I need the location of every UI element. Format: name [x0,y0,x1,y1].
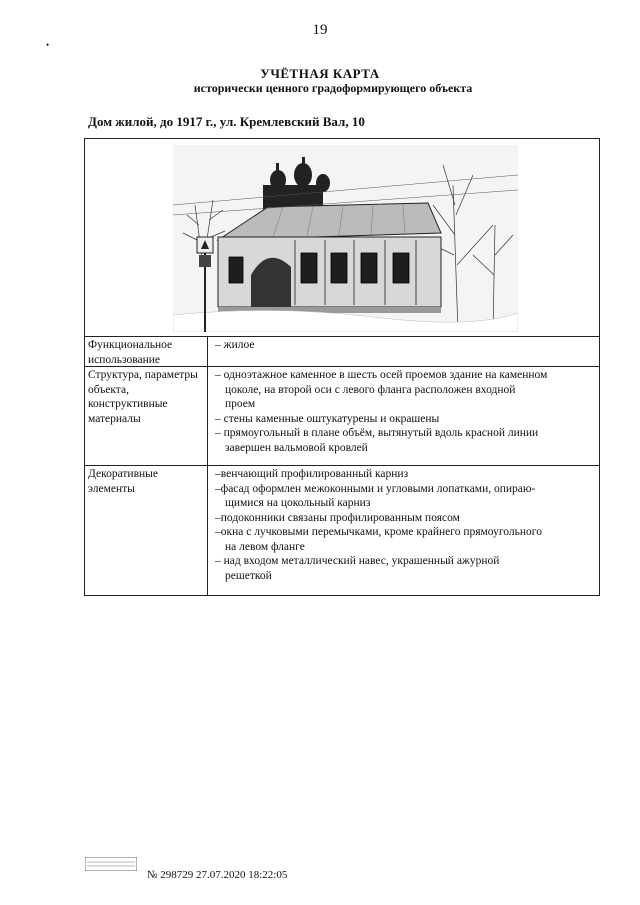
list-item: – жилое [215,339,255,351]
row-label: Функциональное использование [88,339,173,366]
card-title: УЧЁТНАЯ КАРТА [260,66,380,81]
row-content [215,368,597,455]
list-item: –венчающий профилированный карниз [215,468,409,480]
list-item: –фасад оформлен межоконными и угловыми лопатками, опираю- щимися на цокольный карниз [215,482,536,509]
object-name: Дом жилой, до 1917 г., ул. Кремлевский Вал, 10 [88,114,365,129]
list-item: – одноэтажное каменное в шесть осей проемов здание на каменном цоколе, на второй оси с левого фланга расположен входной проем [215,369,548,410]
record-card-table [84,138,600,596]
list-item: – стены каменные оштукатурены и окрашены [215,412,440,425]
list-item: – прямоугольный в плане объём, вытянутый вдоль красной линии завершен вальмовой кровлей [215,427,539,454]
list-item: –окна с лучковыми перемычками, кроме крайнего прямоугольного на левом фланге [215,526,542,553]
row-functional-use [85,336,599,367]
row-label: Декоративные элементы [88,468,158,495]
registration-stamp [85,857,137,871]
row-content [215,467,597,583]
list-item: –подоконники связаны профилированным поясом [215,511,460,524]
page-number: 19 [312,22,328,38]
row-decorative [85,465,599,596]
document-registration: № 298729 27.07.2020 18:22:05 [147,869,288,881]
row-structure [85,366,599,466]
building-photo [173,145,518,332]
card-subtitle: исторически ценного градоформирующего объекта [193,81,473,95]
list-item: – над входом металлический навес, украшенный ажурной решеткой [215,555,500,582]
photo-cell [85,139,599,337]
row-label: Структура, параметры объекта, конструктивные материалы [88,369,198,425]
row-content [215,338,597,353]
scan-mark: • [46,40,50,50]
